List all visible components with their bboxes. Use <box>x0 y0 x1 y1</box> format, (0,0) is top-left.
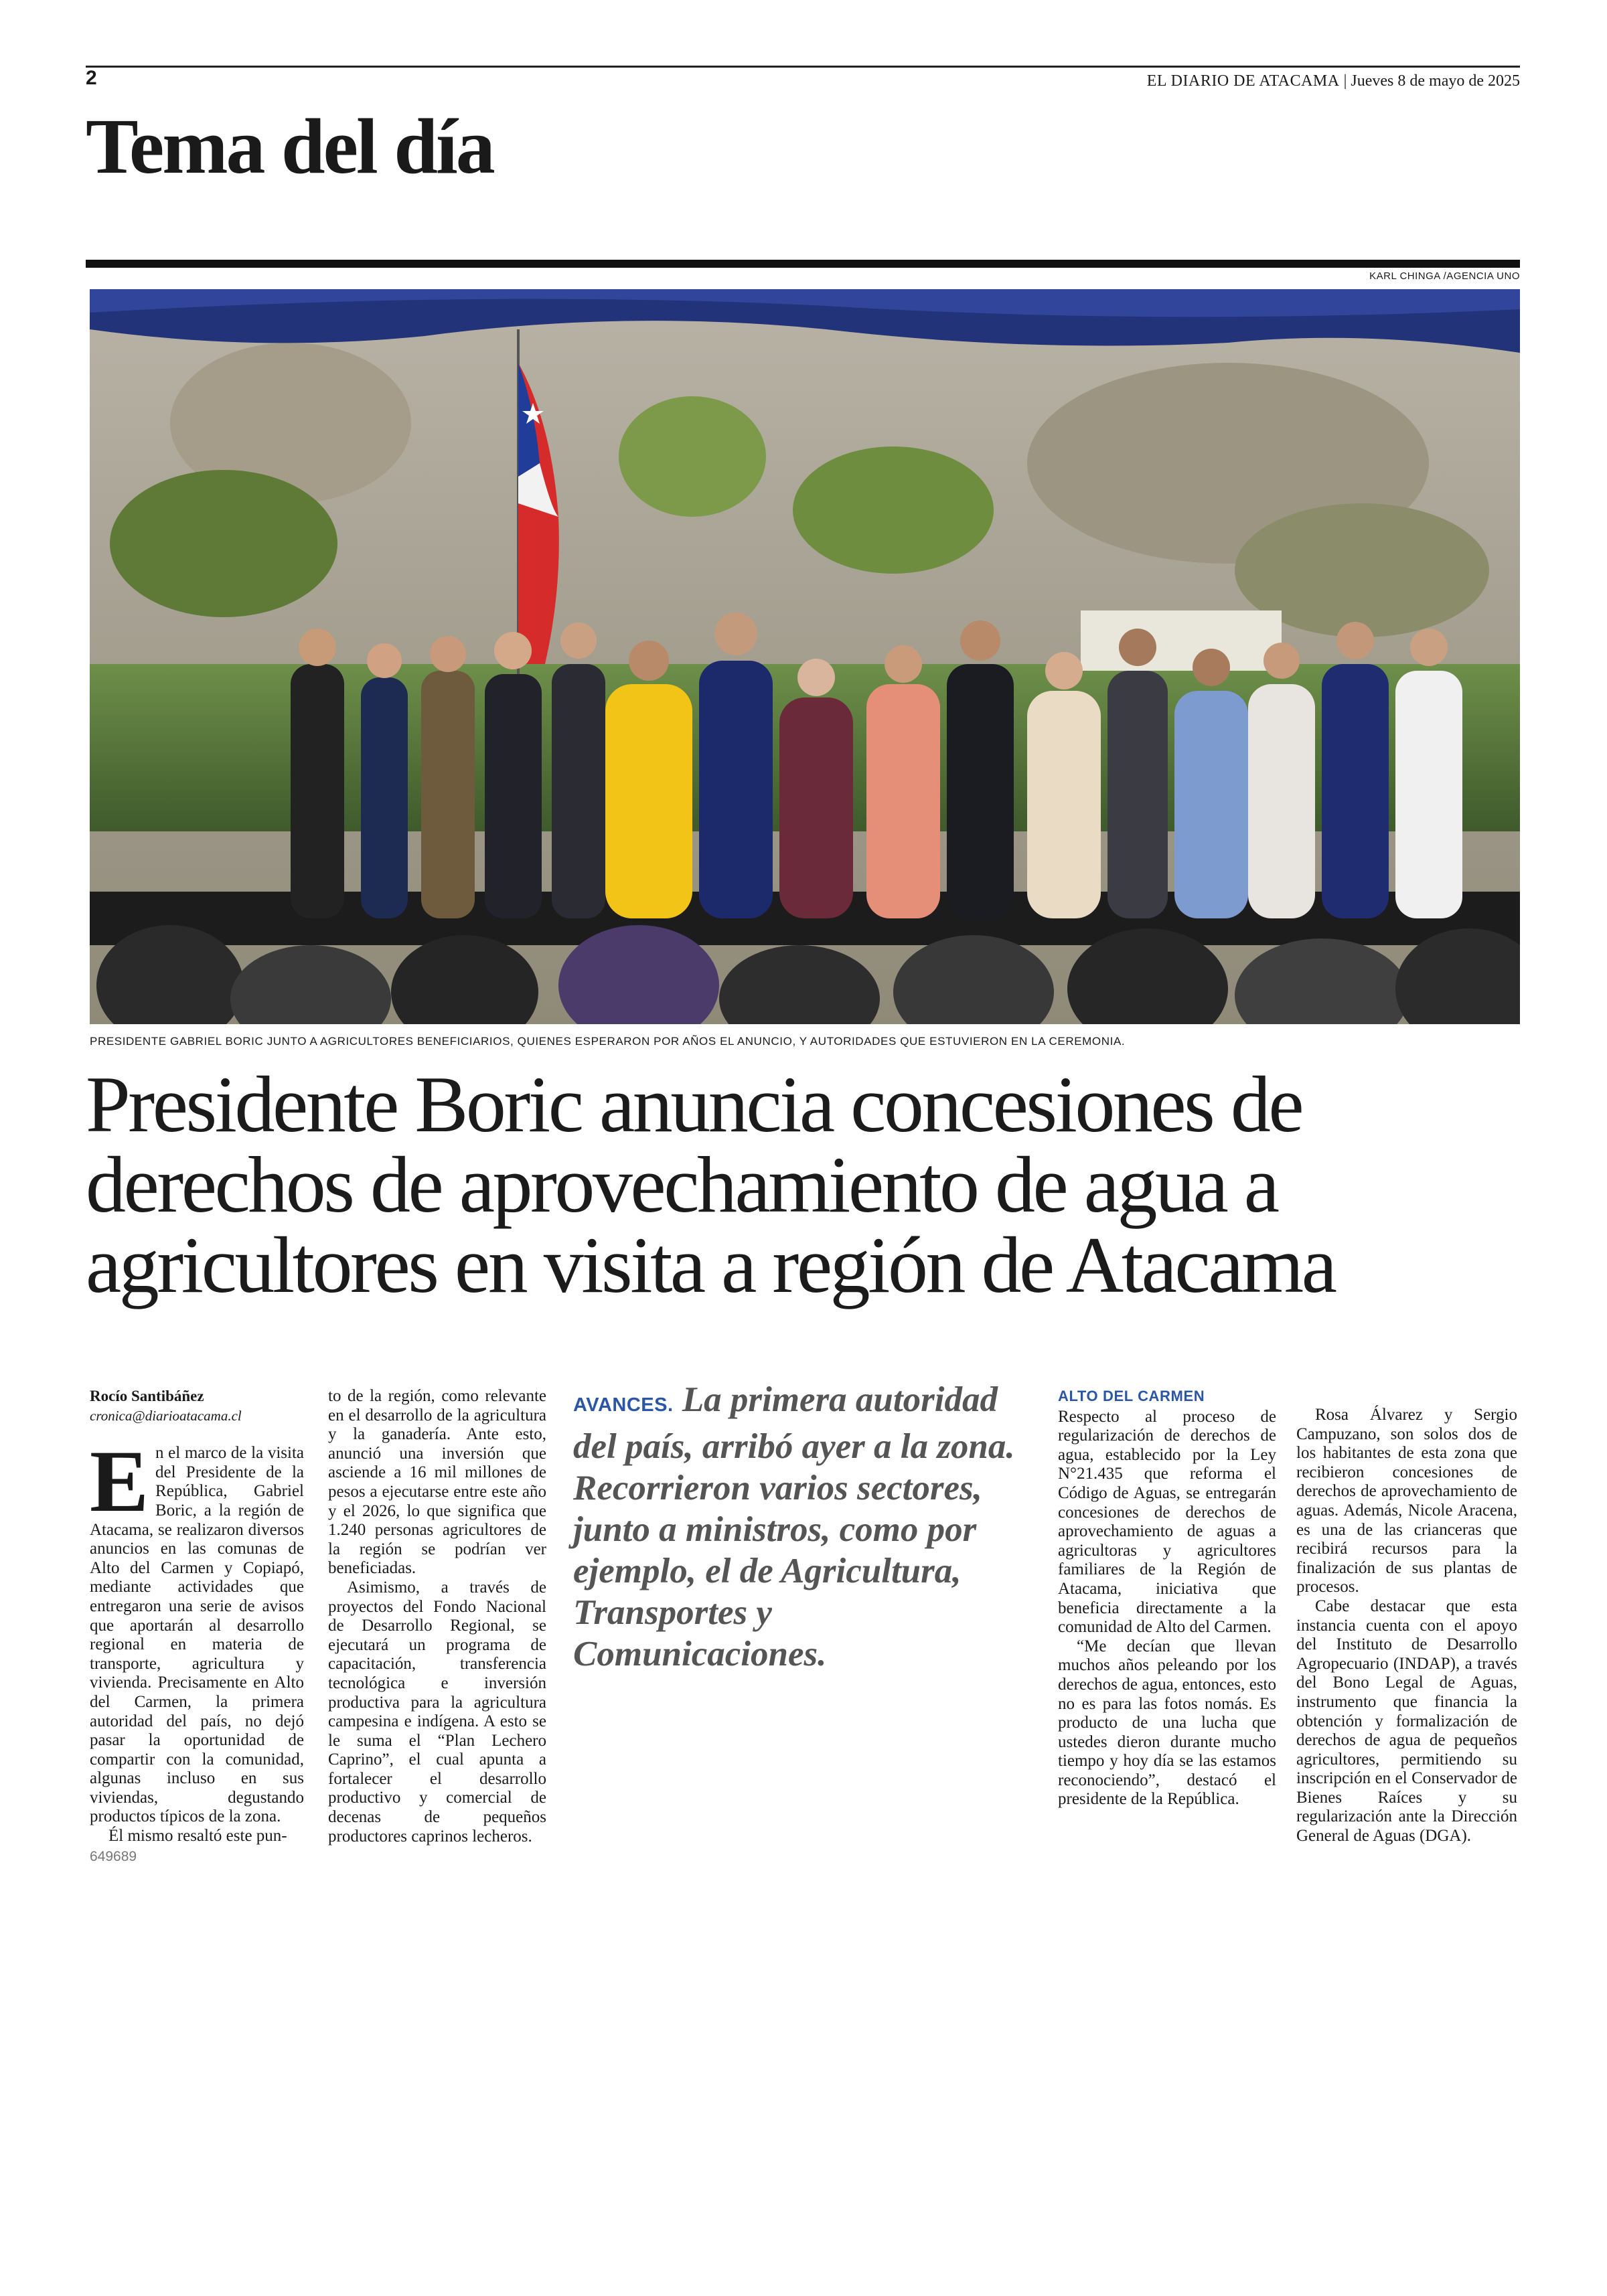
article-column-2 <box>328 1387 546 1846</box>
article-paragraph: Él mismo resaltó este pun- <box>108 1827 287 1846</box>
event-photo <box>90 289 1520 1024</box>
author-name: Rocío Santibáñez <box>90 1388 204 1404</box>
reference-code: 649689 <box>90 1848 137 1864</box>
author-email: cronica@diarioatacama.cl <box>90 1407 242 1424</box>
pull-quote-text: La primera autoridad del país, arribó ayer a la zona. Recorrieron varios sectores, junto a ministros, como por ejemplo, el de Agricultura, Transportes y Comunicaciones. <box>573 1380 1015 1673</box>
publication-name: EL DIARIO DE ATACAMA <box>1146 72 1340 90</box>
top-rule <box>86 66 1520 68</box>
masthead <box>1147 72 1520 90</box>
pull-quote-kicker: AVANCES. <box>573 1394 674 1416</box>
article-paragraph: to de la región, como relevante en el desarrollo de la agricultura y la ganadería. Ante esto, anunció una inversión que asciende a 16 mil millones de pesos a ejecutarse entre este año y el 2026, lo que significa que 1.240 personas agricultores de la región se podrían ver beneficiadas. <box>328 1387 546 1578</box>
article-paragraph: “Me decían que llevan muchos años peleando por los derechos de agua, entonces, esto no es para las fotos nomás. Es producto de una lucha que ustedes dieron durante mucho tiempo y hoy día se las estamos reconociendo”, destacó el presidente de la República. <box>1058 1637 1276 1809</box>
photo-credit: KARL CHINGA /AGENCIA UNO <box>1369 270 1520 282</box>
drop-cap: E <box>90 1432 149 1531</box>
page-number: 2 <box>86 67 97 89</box>
article-column-5 <box>1296 1406 1517 1846</box>
article-paragraph: Rosa Álvarez y Sergio Campuzano, son solos dos de los habitantes de esta zona que recibieron concesiones de derechos de aprovechamiento de aguas. Además, Nicole Aracena, es una de las crianceras que recibirá recursos para la finalización de sus plantas de procesos. <box>1296 1406 1517 1596</box>
article-headline: Presidente Boric anuncia concesiones de derechos de aprovechamiento de agua a agricultores en visita a región de Atacama <box>86 1060 1335 1309</box>
article-paragraph: En el marco de la visita del Presidente de la República, Gabriel Boric, a la región de Atacama, se realizaron diversos anuncios en las comunas de Alto del Carmen y Copiapó, mediante actividades que entregaron una serie de avisos que aportarán al desarrollo regional en materia de transporte, agricultura y vivienda. Precisamente en Alto del Carmen, la primera autoridad del país, no dejó pasar la oportunidad de compartir con la comunidad, algunas incluso en sus viviendas, degustando productos típicos de la zona. <box>90 1432 304 1826</box>
section-kicker: ALTO DEL CARMEN <box>1058 1388 1205 1404</box>
article-paragraph: Respecto al proceso de regularización de derechos de agua, establecido por la Ley N°21.435 que reforma el Código de Aguas, se entregarán concesiones de derechos de aprovechamiento de aguas a agricultoras y agricultores familiares de la Región de Atacama, iniciativa que beneficia directamente a la comunidad de Alto del Carmen. <box>1058 1407 1276 1637</box>
issue-date: Jueves 8 de mayo de 2025 <box>1351 72 1520 90</box>
section-rule <box>86 260 1520 268</box>
article-paragraph: Asimismo, a través de proyectos del Fondo Nacional de Desarrollo Regional, se ejecutará un programa de capacitación, transferencia tecnológica e inversión productiva para la agricultura campesina e indígena. A esto se le suma el “Plan Lechero Caprino”, el cual apunta a fortalecer el desarrollo productivo y comercial de decenas de pequeños productores caprinos lecheros. <box>328 1578 546 1846</box>
masthead-separator: | <box>1343 72 1347 90</box>
pull-quote <box>573 1379 1015 1675</box>
article-paragraph: Cabe destacar que esta instancia cuenta con el apoyo del Instituto de Desarrollo Agropecuario (INDAP), a través del Bono Legal de Aguas, instrumento que financia la obtención y formalización de derechos de agua de pequeños agricultores, permitiendo su inscripción en el Conservador de Bienes Raíces y su regularización ante la Dirección General de Aguas (DGA). <box>1296 1596 1517 1846</box>
article-column-4 <box>1058 1387 1276 1809</box>
photo-caption: PRESIDENTE GABRIEL BORIC JUNTO A AGRICULTORES BENEFICIARIOS, QUIENES ESPERARON POR AÑOS EL ANUNCIO, Y AUTORIDADES QUE ESTUVIERON EN LA CEREMONIA. <box>90 1035 1126 1048</box>
section-title: Tema del día <box>86 102 493 190</box>
article-column-1 <box>90 1387 304 1866</box>
